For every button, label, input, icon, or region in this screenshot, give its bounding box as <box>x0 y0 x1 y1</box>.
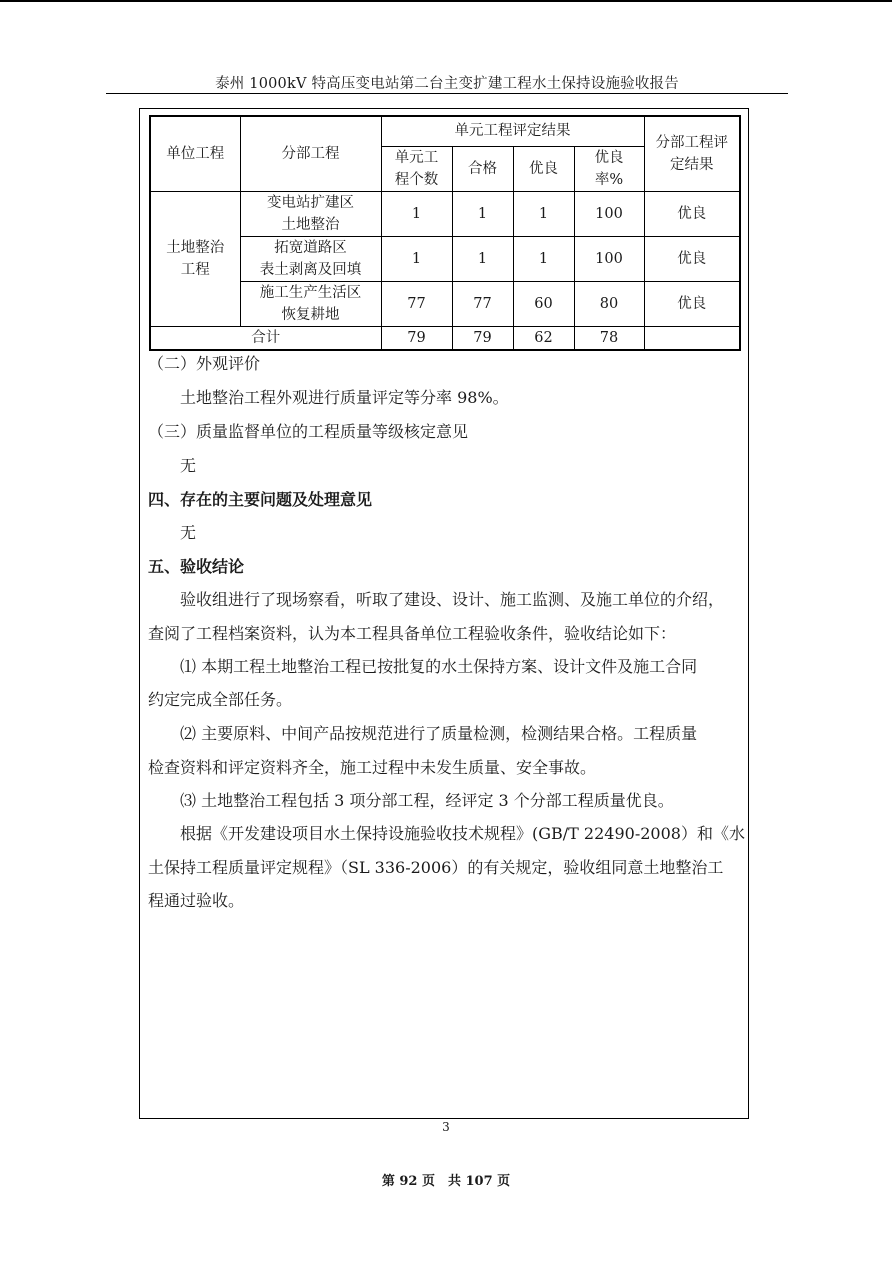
evaluation-table <box>149 115 741 351</box>
excellent-cell: 1 <box>513 191 574 236</box>
count-cell: 77 <box>381 281 452 326</box>
section-conclusion-title: 五、验收结论 <box>148 557 245 576</box>
total-excellent: 62 <box>513 326 574 350</box>
total-rate: 78 <box>574 326 644 350</box>
section-appearance-text: 土地整治工程外观进行质量评定等分率 98%。 <box>180 388 509 407</box>
top-border-line <box>0 0 892 2</box>
sub-project-cell: 拓宽道路区 表土剥离及回填 <box>240 236 381 281</box>
inner-page-number: 3 <box>442 1120 450 1134</box>
total-qualified: 79 <box>452 326 513 350</box>
th-sub-result: 分部工程评 定结果 <box>644 116 740 191</box>
th-qualified: 合格 <box>452 146 513 191</box>
count-cell: 1 <box>381 236 452 281</box>
conclusion-item-1-line: 约定完成全部任务。 <box>148 690 293 709</box>
result-cell: 优良 <box>644 236 740 281</box>
report-running-header: 泰州 1000kV 特高压变电站第二台主变扩建工程水土保持设施验收报告 <box>215 76 679 92</box>
excellent-cell: 60 <box>513 281 574 326</box>
conclusion-item-3-line: ⑶ 土地整治工程包括 3 项分部工程，经评定 3 个分部工程质量优良。 <box>180 791 674 810</box>
excellent-cell: 1 <box>513 236 574 281</box>
conclusion-paragraph-line: 验收组进行了现场察看，听取了建设、设计、施工监测、及施工单位的介绍， <box>180 590 725 609</box>
page-footer: 第 92 页 共 107 页 <box>381 1174 511 1189</box>
conclusion-basis-line: 程通过验收。 <box>148 891 245 910</box>
section-issues-text: 无 <box>180 523 197 542</box>
conclusion-basis-line: 根据《开发建设项目水土保持设施验收技术规程》(GB/T 22490-2008）和《水 <box>180 824 745 843</box>
th-excellent: 优良 <box>513 146 574 191</box>
th-unit-count: 单元工 程个数 <box>381 146 452 191</box>
count-cell: 1 <box>381 191 452 236</box>
th-unit-project: 单位工程 <box>150 116 240 191</box>
rate-cell: 80 <box>574 281 644 326</box>
result-cell: 优良 <box>644 191 740 236</box>
total-label: 合计 <box>150 326 381 350</box>
qualified-cell: 1 <box>452 191 513 236</box>
section-issues-title: 四、存在的主要问题及处理意见 <box>148 490 373 509</box>
conclusion-item-1-line: ⑴ 本期工程土地整治工程已按批复的水土保持方案、设计文件及施工合同 <box>180 657 698 676</box>
table-row <box>150 191 740 236</box>
unit-project-name: 土地整治 工程 <box>150 191 240 326</box>
rate-cell: 100 <box>574 236 644 281</box>
sub-project-cell: 施工生产生活区 恢复耕地 <box>240 281 381 326</box>
th-unit-results-group: 单元工程评定结果 <box>381 116 644 146</box>
header-divider <box>106 93 788 94</box>
qualified-cell: 1 <box>452 236 513 281</box>
section-supervision-text: 无 <box>180 456 197 475</box>
conclusion-paragraph-line: 查阅了工程档案资料，认为本工程具备单位工程验收条件，验收结论如下： <box>148 624 677 643</box>
total-row <box>150 326 740 350</box>
total-count: 79 <box>381 326 452 350</box>
section-appearance-title: （二）外观评价 <box>148 354 261 373</box>
sub-project-cell: 变电站扩建区 土地整治 <box>240 191 381 236</box>
total-result <box>644 326 740 350</box>
qualified-cell: 77 <box>452 281 513 326</box>
section-supervision-title: （三）质量监督单位的工程质量等级核定意见 <box>148 422 469 441</box>
conclusion-basis-line: 土保持工程质量评定规程》（SL 336-2006）的有关规定，验收组同意土地整治工 <box>148 858 724 877</box>
conclusion-item-2-line: 检查资料和评定资料齐全，施工过程中未发生质量、安全事故。 <box>148 758 597 777</box>
result-cell: 优良 <box>644 281 740 326</box>
conclusion-item-2-line: ⑵ 主要原料、中间产品按规范进行了质量检测，检测结果合格。工程质量 <box>180 724 698 743</box>
rate-cell: 100 <box>574 191 644 236</box>
th-excellent-rate: 优良 率% <box>574 146 644 191</box>
th-sub-project: 分部工程 <box>240 116 381 191</box>
